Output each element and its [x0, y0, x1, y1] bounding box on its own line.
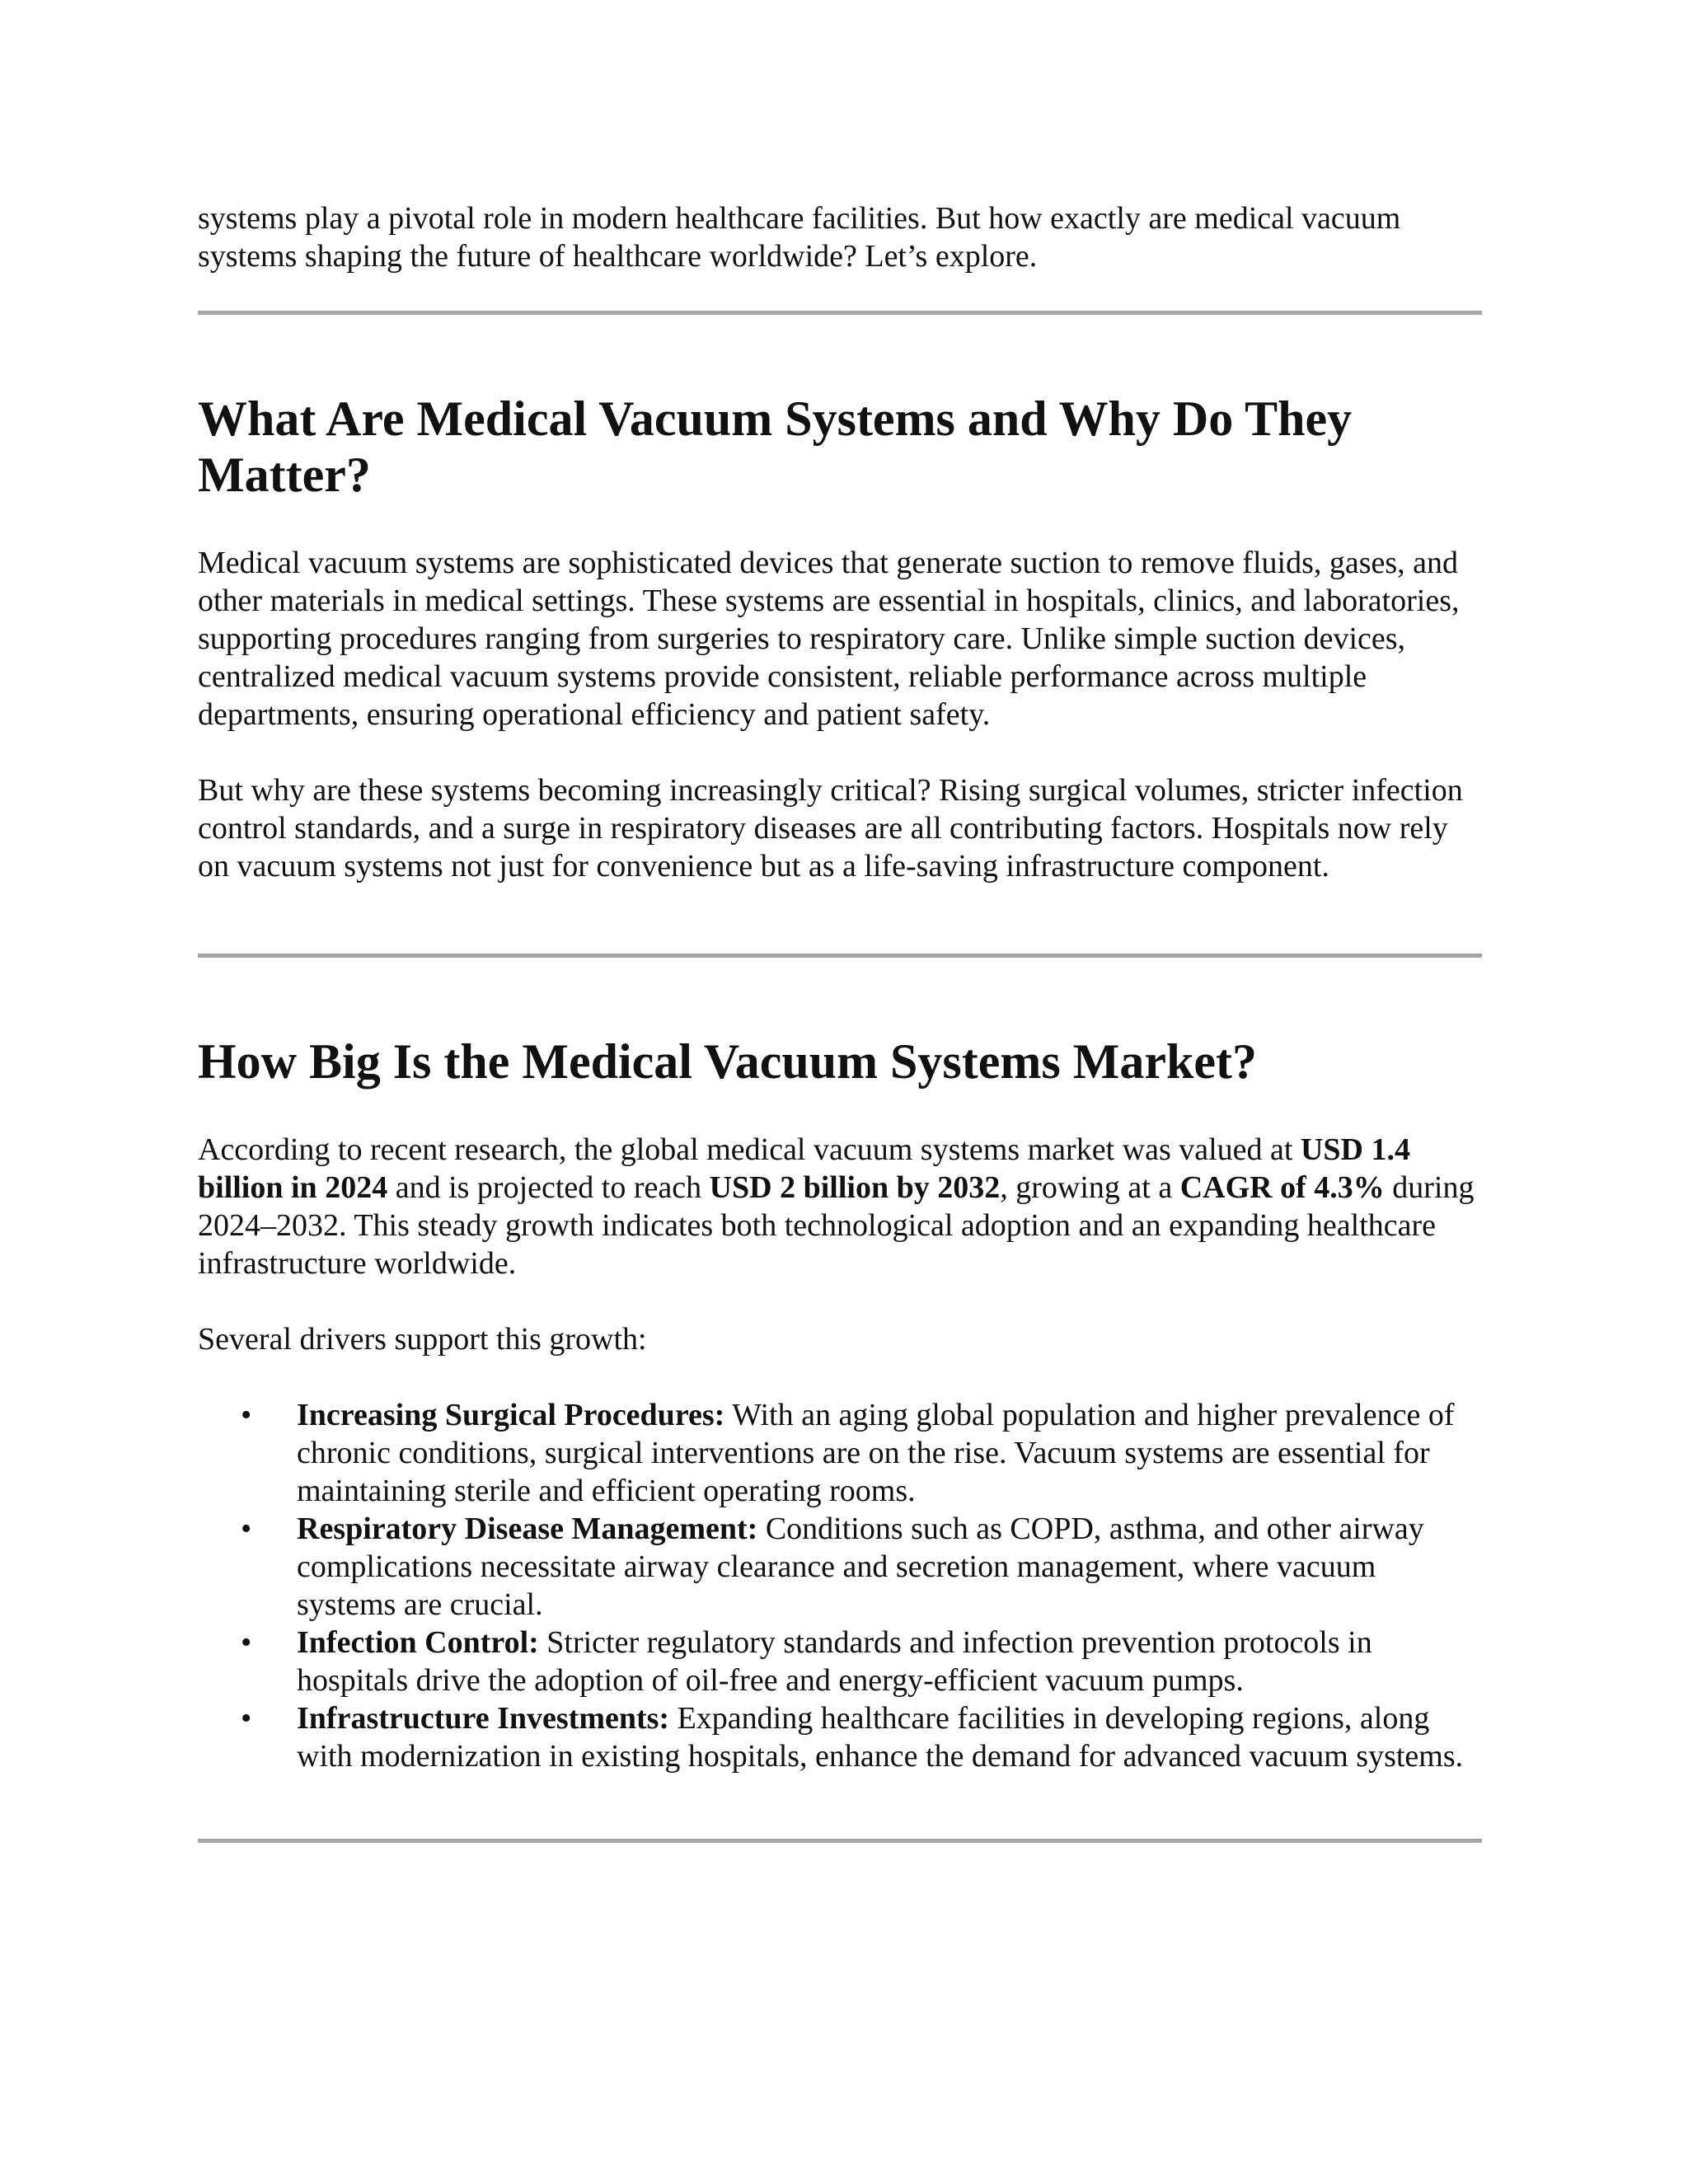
intro-paragraph: systems play a pivotal role in modern healthcare facilities. But how exactly are medical vacuum systems shaping the future of healthcare worldwide? Let’s explore.: [198, 201, 1401, 274]
section1-paragraph-1: Medical vacuum systems are sophisticated devices that generate suction to remove fluids, gases, and other materials in medical settings. These systems are essential in hospitals, clinics, and laboratories, supporting procedures ranging from surgeries to respiratory care. Unlike simple suction devices, centralized medical vacuum systems provide consistent, reliable performance across multiple departments, ensuring operational efficiency and patient safety.: [198, 546, 1460, 732]
driver-text: Expanding healthcare facilities in developing regions, along with modernization in existing hospitals, enhance the demand for advanced vacuum systems.: [297, 1701, 1464, 1774]
section-divider-3: [198, 1839, 1482, 1843]
market-text-4: during 2024–2032. This steady growth indicates both technological adoption and an expanding healthcare infrastructure worldwide.: [198, 1170, 1475, 1281]
market-value-2032: USD 2 billion by 2032: [709, 1170, 1001, 1205]
market-text-1: According to recent research, the global medical vacuum systems market was valued at: [198, 1132, 1301, 1167]
section-what-are-vacuum-systems: [198, 391, 1482, 885]
section-divider-1: [198, 311, 1482, 315]
drivers-list: [198, 1396, 1482, 1775]
section1-paragraph-2: But why are these systems becoming increasingly critical? Rising surgical volumes, stricter infection control standards, and a surge in respiratory diseases are all contributing factors. Hospitals now rely on vacuum systems not just for convenience but as a life-saving infrastructure component.: [198, 773, 1463, 883]
list-item: [198, 1699, 1482, 1775]
section-heading-what-are: What Are Medical Vacuum Systems and Why Do They Matter?: [198, 391, 1353, 502]
bullet-icon: •: [241, 1398, 252, 1432]
list-item: [198, 1624, 1482, 1699]
drivers-intro: Several drivers support this growth:: [198, 1322, 647, 1357]
intro-block: [198, 199, 1482, 275]
market-text-3: , growing at a: [1000, 1170, 1180, 1205]
driver-title: Infection Control:: [297, 1625, 539, 1660]
driver-title: Infrastructure Investments:: [297, 1701, 670, 1736]
market-size-paragraph: [198, 1131, 1482, 1282]
market-value-2024: USD 1.4 billion in 2024: [198, 1132, 1410, 1205]
bullet-icon: •: [241, 1625, 252, 1660]
driver-text: Conditions such as COPD, asthma, and other airway complications necessitate airway clearance and secretion management, where vacuum systems are crucial.: [297, 1511, 1424, 1622]
bullet-icon: •: [241, 1701, 252, 1736]
market-cagr: CAGR of 4.3%: [1179, 1170, 1385, 1205]
driver-text: Stricter regulatory standards and infection prevention protocols in hospitals drive the adoption of oil-free and energy-efficient vacuum pumps.: [297, 1625, 1372, 1698]
section-divider-2: [198, 954, 1482, 958]
list-item: [198, 1396, 1482, 1510]
bullet-icon: •: [241, 1511, 252, 1546]
market-text-2: and is projected to reach: [387, 1170, 710, 1205]
driver-title: Respiratory Disease Management:: [297, 1511, 758, 1546]
section-market-size: [198, 1033, 1482, 1775]
driver-title: Increasing Surgical Procedures:: [297, 1398, 725, 1432]
driver-text: With an aging global population and higher prevalence of chronic conditions, surgical interventions are on the rise. Vacuum systems are essential for maintaining sterile and efficient operating rooms.: [297, 1398, 1455, 1508]
list-item: [198, 1510, 1482, 1624]
section-heading-market-size: How Big Is the Medical Vacuum Systems Market?: [198, 1034, 1257, 1089]
